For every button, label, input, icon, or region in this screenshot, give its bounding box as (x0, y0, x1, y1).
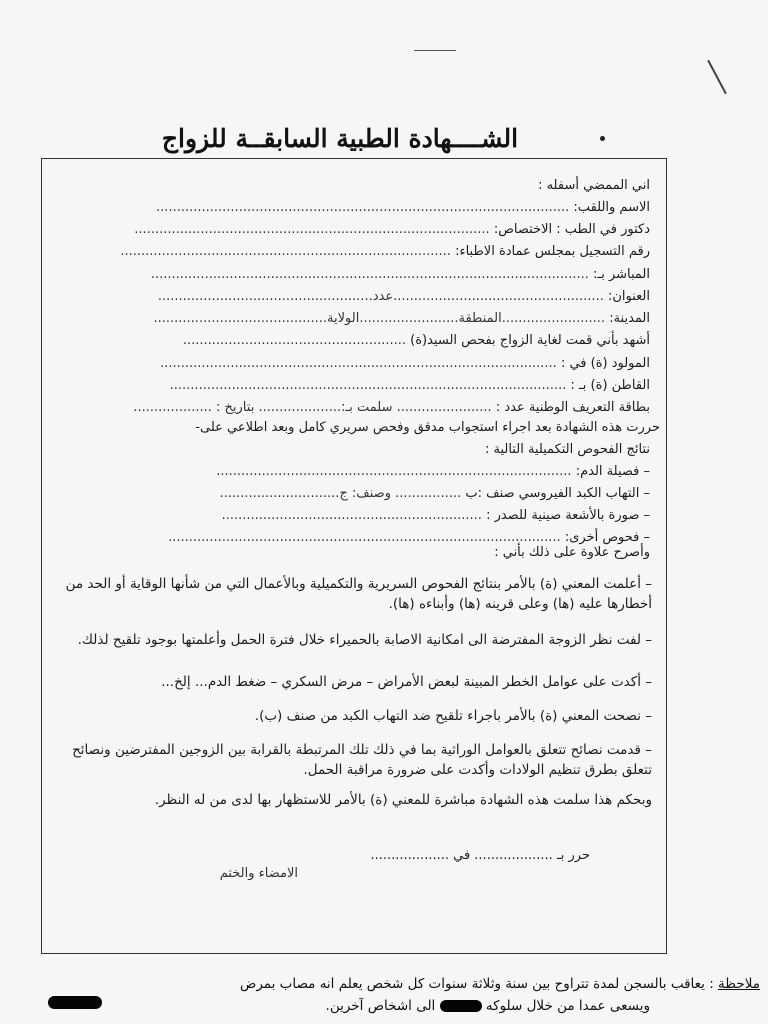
declaration-line (538, 178, 650, 194)
field-label: الاسم واللقب: (573, 200, 650, 215)
field-birthplace (160, 356, 650, 372)
declaration-text: اني الممضي أسفله : (538, 178, 650, 193)
field-label: المدينة: (609, 311, 650, 326)
test-blank: ............................................................... (221, 508, 482, 523)
field-label: المباشر بـ: (593, 267, 650, 282)
note-text: الى اشخاص آخرين. (325, 998, 436, 1014)
test-chest-xray (222, 508, 650, 524)
note-label: ملاحظة (718, 976, 760, 992)
test-other (168, 530, 650, 546)
field-blank: ................................................................................................ (160, 356, 557, 371)
field-blank: .........................المنطقة........................الولاية.......................................... (153, 311, 606, 326)
field-label: العنوان: (607, 289, 650, 304)
field-blank: .................................................................................................... (156, 200, 570, 215)
field-name (156, 200, 650, 216)
statement-paragraph: – نصحت المعني (ة) بالأمر باجراء تلقيح ضد التهاب الكبد من صنف (ب). (254, 708, 652, 724)
field-label: دكتور في الطب : الاختصاص: (493, 222, 650, 237)
field-blank: .......................................................................................................... (150, 267, 589, 282)
statement-paragraph: – قدمت نصائح تتعلق بالعوامل الوراثية بما في ذلك تلك المرتبطة بالقرابة بين الزوجين المفترضين ونصائح تتعلق بطرق تنظيم الولادات وأكدت على ضرورة مراقبة الحمل. (72, 742, 652, 778)
field-practice (151, 267, 650, 283)
statement-paragraph: – لفت نظر الزوجة المفترضة الى امكانية الاصابة بالحميراء خلال فترة الحمل وأعلمتها بوجود تلقيح لذلك. (77, 632, 652, 648)
field-address (158, 289, 650, 305)
field-blank: ....................... سلمت بـ:.................... بتاريخ : ................... (133, 400, 492, 415)
field-specialty (134, 222, 650, 238)
field-city (153, 311, 650, 327)
field-label: أشهد بأني قمت لغاية الزواج بفحص السيد(ة) (410, 333, 650, 348)
field-label: رقم التسجيل بمجلس عمادة الاطباء: (455, 244, 650, 259)
note-text: : يعاقب بالسجن لمدة تتراوح بين سنة وثلاثة سنوات كل شخص يعلم انه مصاب بمرض (240, 976, 714, 992)
test-label: – التهاب الكبد الفيروسي صنف :ب (465, 486, 650, 501)
redaction-mark (440, 1000, 482, 1012)
redaction-mark (48, 996, 102, 1009)
field-registration (120, 244, 650, 260)
statement-paragraph: – أعلمت المعني (ة) بالأمر بنتائج الفحوص السريرية والتكميلية وبالأعمال التي من شأنها الوقاية أو الحد من أخطارها عليه (ها) وعلى قرينه (ها) وأبناءه (ها). (65, 576, 652, 612)
scan-mark (414, 50, 456, 51)
test-blood-group (216, 464, 650, 480)
issued-text: حررت هذه الشهادة بعد اجراء استجواب مدقق وفحص سريري كامل وبعد اطلاعي على- (195, 420, 660, 435)
test-hepatitis (220, 486, 650, 502)
title-bullet (600, 136, 605, 141)
results-title-line (485, 442, 650, 458)
test-blank: ................ وصنف: ج............................. (219, 486, 462, 501)
field-id-card (133, 400, 650, 416)
field-residence (170, 378, 650, 394)
field-blank: ...................................................عدد.................................................... (157, 289, 604, 304)
addition-line (494, 545, 650, 561)
test-label: – فصيلة الدم: (575, 464, 650, 479)
field-label: بطاقة التعريف الوطنية عدد : (495, 400, 650, 415)
test-blank: ...................................................................................... (216, 464, 572, 479)
signed-at-line: حرر بـ ................... في ................... (370, 848, 590, 863)
test-label: – صورة بالأشعة صينية للصدر : (486, 508, 650, 523)
field-blank: ................................................................................................ (169, 378, 567, 393)
note-text: ويسعى عمدا من خلال سلوكه (485, 998, 650, 1014)
note-line-1 (20, 976, 760, 992)
field-label: القاطن (ة) بـ : (570, 378, 650, 393)
statement-paragraph: – أكدت على عوامل الخطر المبينة لبعض الأمراض – مرض السكري – ضغط الدم... إلخ... (161, 674, 652, 690)
note-line-2 (326, 998, 650, 1014)
addition-text: وأصرح علاوة على ذلك بأني : (494, 545, 650, 560)
field-label: المولود (ة) في : (560, 356, 650, 371)
issued-line (195, 420, 660, 436)
field-blank: ................................................................................ (120, 244, 451, 259)
statement-paragraph: وبحكم هذا سلمت هذه الشهادة مباشرة للمعني (ة) بالأمر للاستظهار بها لدى من له النظر. (154, 792, 652, 808)
field-examined-person (183, 333, 650, 349)
field-blank: ...................................................... (182, 333, 407, 348)
results-title: نتائج الفحوص التكميلية التالية : (484, 442, 650, 457)
scan-mark (707, 60, 727, 94)
test-blank: ............................................................................................... (168, 530, 561, 545)
test-label: – فحوص أخرى: (564, 530, 650, 545)
signature-label: الامضاء والختم (219, 866, 298, 881)
document-title: الشــــهادة الطبية السابقــة للزواج (161, 124, 519, 153)
field-blank: ...................................................................................... (134, 222, 490, 237)
